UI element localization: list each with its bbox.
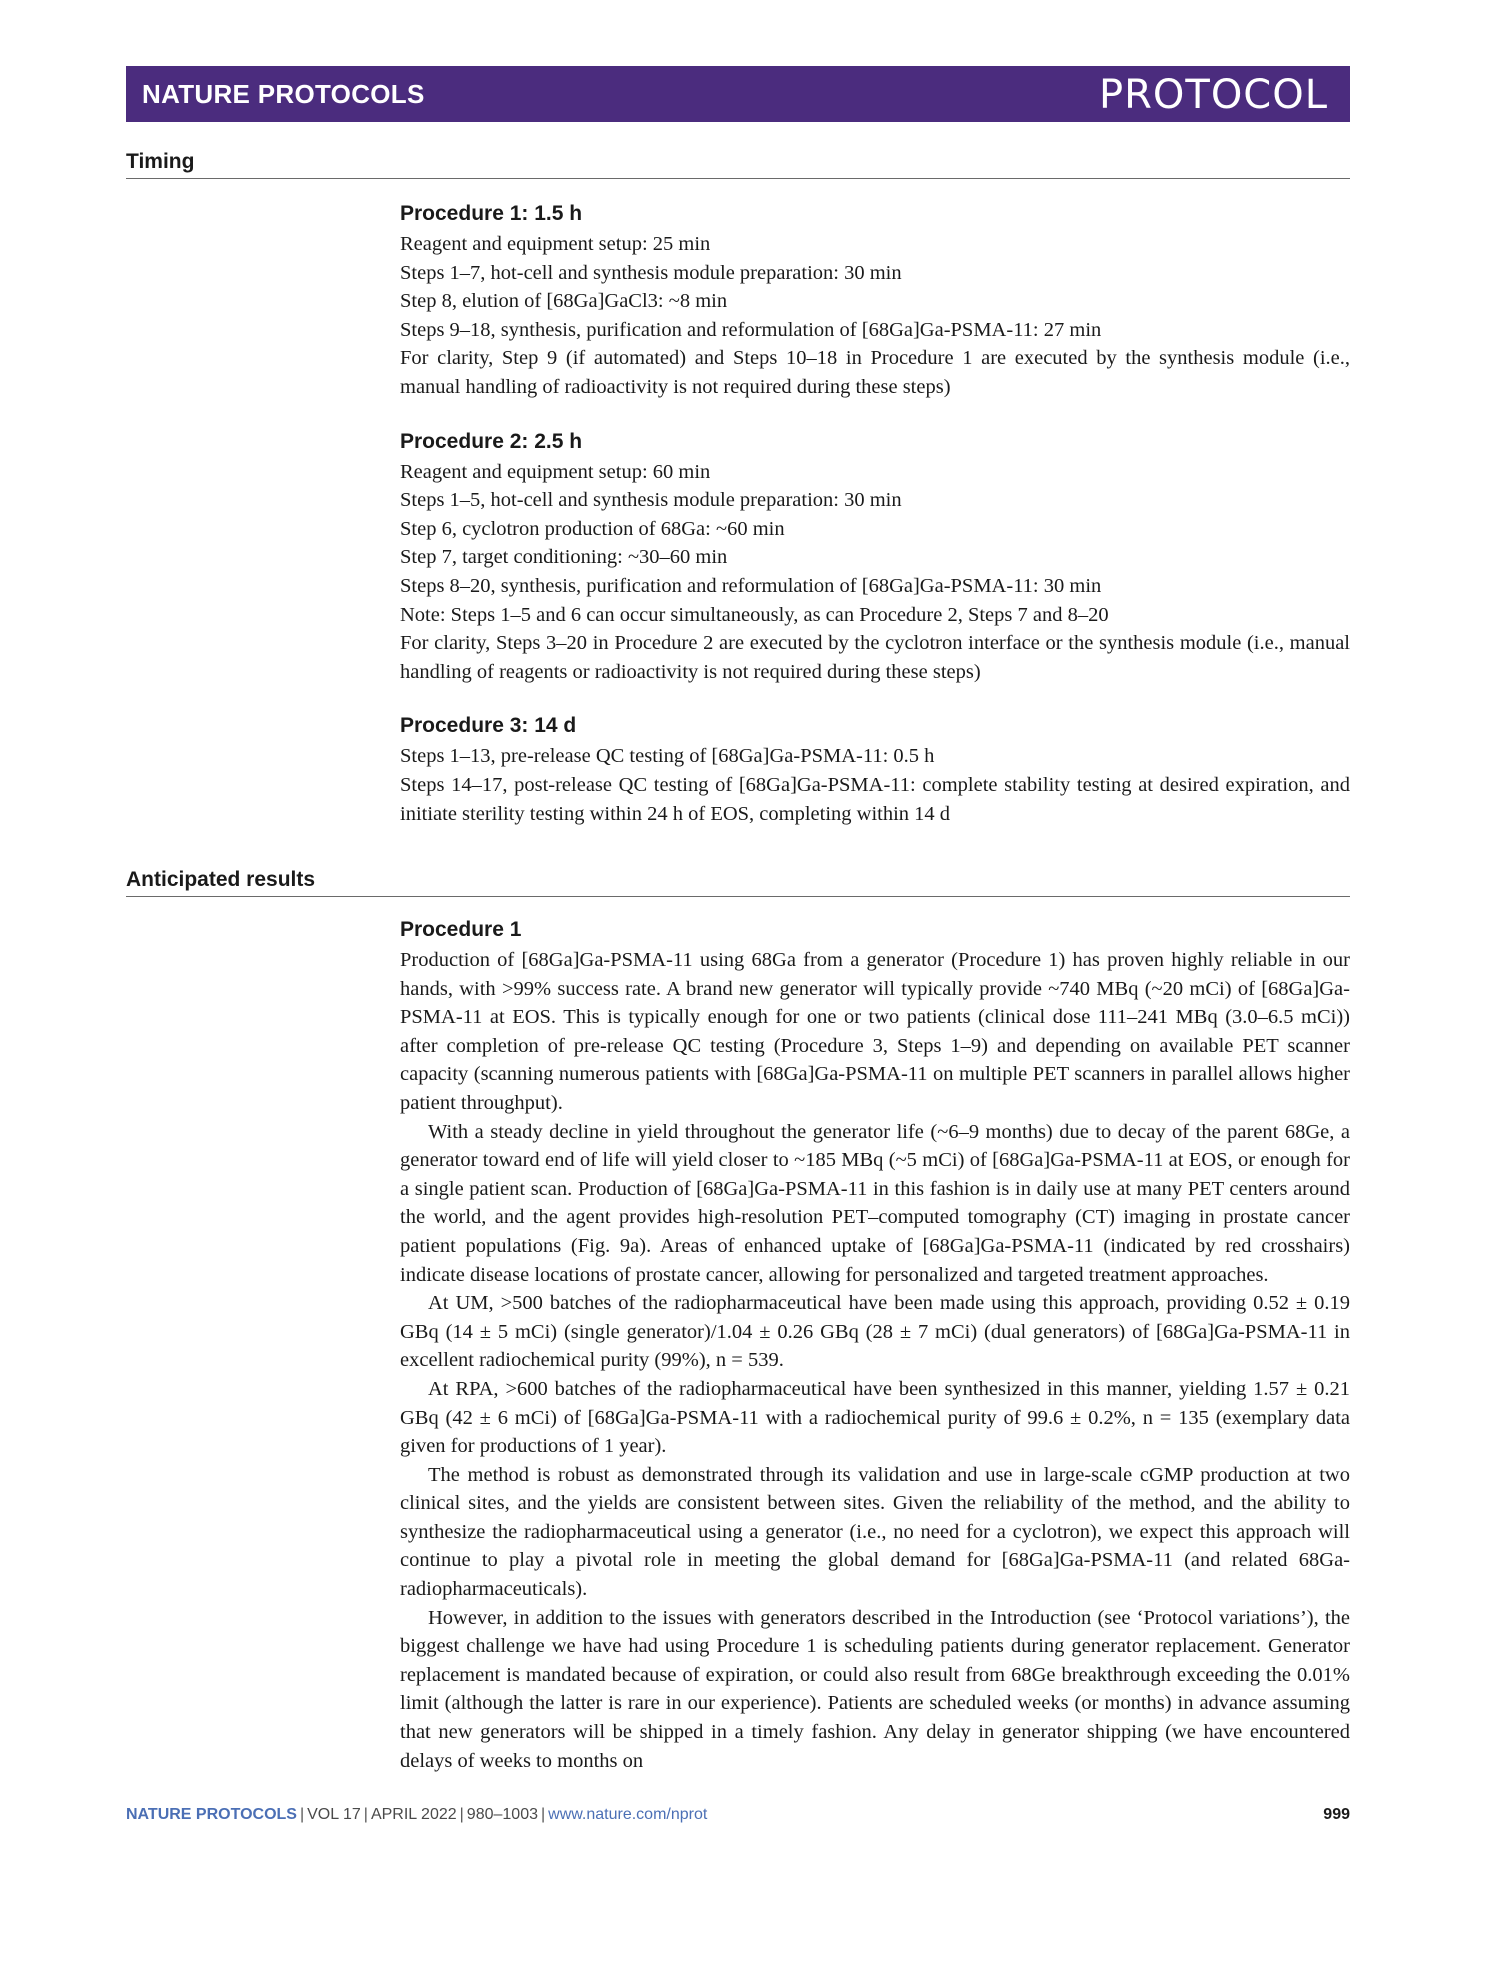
body-paragraph: At UM, >500 batches of the radiopharmaceutical have been made using this approach, providing 0.52 ± 0.19 GBq (14 ± 5 mCi) (single generator)/1.04 ± 0.26 GBq (28 ± 7 mCi) (dual generators) of [68Ga]Ga-PSMA-11 in excellent radiochemical purity (99%), n = 539.	[400, 1292, 1350, 1372]
timing-line: Steps 14–17, post-release QC testing of [68Ga]Ga-PSMA-11: complete stability testing at desired expiration, and initiate sterility testing within 24 h of EOS, completing within 14 d	[400, 773, 1350, 825]
footer-pages: 980–1003	[466, 1806, 538, 1823]
timing-line: Step 7, target conditioning: ~30–60 min	[400, 546, 728, 569]
body-paragraph: The method is robust as demonstrated through its validation and use in large-scale cGMP production at two clinical sites, and the yields are consistent between sites. Given the reliability of the method, and the ability to synthesize the radiopharmaceutical using a generator (i.e., no need for a cyclotron), we expect this approach will continue to play a pivotal role in meeting the global demand for [68Ga]Ga-PSMA-11 (and related 68Ga-radiopharmaceuticals).	[400, 1463, 1350, 1601]
page-number: 999	[1323, 1806, 1350, 1823]
timing-line: Step 6, cyclotron production of 68Ga: ~60 min	[400, 517, 785, 540]
journal-name: NATURE PROTOCOLS	[142, 79, 425, 109]
timing-line: Steps 1–7, hot-cell and synthesis module preparation: 30 min	[400, 261, 902, 284]
results-column	[400, 916, 1350, 1775]
body-paragraph: With a steady decline in yield throughout the generator life (~6–9 months) due to decay of the parent 68Ge, a generator toward end of life will yield closer to ~185 MBq (~5 mCi) of [68Ga]Ga-PSMA-11 at EOS, or enough for a single patient scan. Production of [68Ga]Ga-PSMA-11 in this fashion is in daily use at many PET centers around the world, and the agent provides high-resolution PET–computed tomography (CT) imaging in prostate cancer patient populations (Fig. 9a). Areas of enhanced uptake of [68Ga]Ga-PSMA-11 (indicated by red crosshairs) indicate disease locations of prostate cancer, allowing for personalized and targeted treatment approaches.	[400, 1120, 1350, 1286]
page-footer: NATURE PROTOCOLS | VOL 17 | APRIL 2022 | 980–1003 | www.nature.com/nprot 999	[126, 1806, 1350, 1823]
footer-volume: VOL 17	[307, 1806, 361, 1823]
timing-line: For clarity, Steps 3–20 in Procedure 2 are executed by the cyclotron interface or the synthesis module (i.e., manual handling of reagents or radioactivity is not required during these steps)	[400, 632, 1350, 683]
body-paragraph: Production of [68Ga]Ga-PSMA-11 using 68Ga from a generator (Procedure 1) has proven highly reliable in our hands, with >99% success rate. A brand new generator will typically provide ~740 MBq (~20 mCi) of [68Ga]Ga-PSMA-11 at EOS. This is typically enough for one or two patients (clinical dose 111–241 MBq (3.0–6.5 mCi)) after completion of pre-release QC testing (Procedure 3, Steps 1–9) and depending on available PET scanner capacity (scanning numerous patients with [68Ga]Ga-PSMA-11 on multiple PET scanners in parallel allows higher patient throughput).	[400, 949, 1350, 1114]
section-heading-anticipated-results: Anticipated results	[126, 866, 1350, 897]
timing-line: Reagent and equipment setup: 60 min	[400, 460, 711, 483]
timing-line: Steps 9–18, synthesis, purification and reformulation of [68Ga]Ga-PSMA-11: 27 min	[400, 318, 1102, 341]
procedure-2-timing-title: Procedure 2: 2.5 h	[400, 429, 583, 453]
footer-journal: NATURE PROTOCOLS	[126, 1806, 297, 1823]
journal-header-bar	[126, 66, 1350, 122]
procedure-1-timing-title: Procedure 1: 1.5 h	[400, 202, 583, 225]
footer-date: APRIL 2022	[370, 1806, 457, 1823]
article-type: PROTOCOL	[1098, 72, 1328, 118]
timing-line: For clarity, Step 9 (if automated) and Steps 10–18 in Procedure 1 are executed by the synthesis module (i.e., manual handling of radioactivity is not required during these steps)	[400, 347, 1350, 398]
timing-line: Note: Steps 1–5 and 6 can occur simultaneously, as can Procedure 2, Steps 7 and 8–20	[400, 603, 1109, 626]
timing-line: Step 8, elution of [68Ga]GaCl3: ~8 min	[400, 290, 728, 313]
procedure-3-timing-title: Procedure 3: 14 d	[400, 714, 577, 738]
body-paragraph: At RPA, >600 batches of the radiopharmaceutical have been synthesized in this manner, yielding 1.57 ± 0.21 GBq (42 ± 6 mCi) of [68Ga]Ga-PSMA-11 with a radiochemical purity of 99.6 ± 0.2%, n = 135 (exemplary data given for productions of 1 year).	[400, 1377, 1350, 1458]
procedure-1-results-title: Procedure 1	[400, 918, 522, 941]
section-heading-timing: Timing	[126, 148, 1350, 179]
footer-url-link[interactable]: www.nature.com/nprot	[548, 1806, 708, 1823]
timing-line: Steps 1–13, pre-release QC testing of [68Ga]Ga-PSMA-11: 0.5 h	[400, 745, 935, 768]
timing-column	[400, 200, 1350, 828]
timing-line: Steps 8–20, synthesis, purification and reformulation of [68Ga]Ga-PSMA-11: 30 min	[400, 574, 1102, 597]
body-paragraph: However, in addition to the issues with generators described in the Introduction (see ‘Protocol variations’), the biggest challenge we have had using Procedure 1 is scheduling patients during generator replacement. Generator replacement is mandated because of expiration, or could also result from 68Ge breakthrough exceeding the 0.01% limit (although the latter is rare in our experience). Patients are scheduled weeks (or months) in advance assuming that new generators will be shipped in a timely fashion. Any delay in generator shipping (we have encountered delays of weeks to months on	[400, 1606, 1350, 1772]
timing-line: Steps 1–5, hot-cell and synthesis module preparation: 30 min	[400, 489, 902, 512]
timing-line: Reagent and equipment setup: 25 min	[400, 233, 711, 255]
